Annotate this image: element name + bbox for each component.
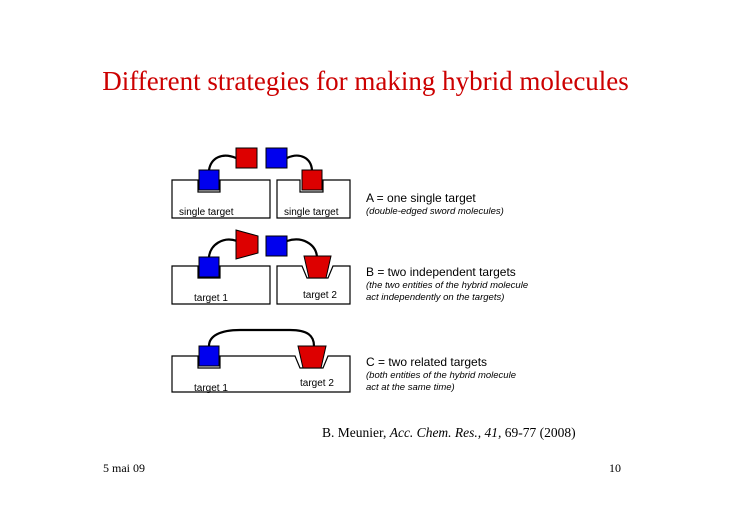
long-linker: [209, 330, 314, 346]
row-a-heading: A = one single target: [366, 191, 476, 205]
row-b-note-line2: act independently on the targets): [366, 292, 505, 303]
citation-pages-year: 69-77 (2008): [501, 425, 576, 440]
red-trapezoid-moiety-bound: [304, 256, 331, 278]
blue-moiety-free: [266, 148, 287, 168]
row-a-diagram: [172, 148, 350, 218]
row-c-caption: [366, 355, 516, 394]
citation: [322, 425, 576, 441]
row-b-diagram: [172, 230, 350, 304]
row-c-note-line2: act at the same time): [366, 382, 455, 393]
row-a-caption: [366, 191, 504, 218]
linker-left: [209, 240, 237, 257]
row-a-left-label: single target: [179, 207, 234, 218]
linker-right: [287, 239, 317, 257]
red-moiety-free: [236, 148, 257, 168]
row-b-right-label: target 2: [303, 290, 337, 301]
row-b-left-label: target 1: [194, 293, 228, 304]
red-trapezoid-moiety-bound: [298, 346, 326, 368]
linker-left: [209, 156, 236, 170]
row-c-left-label: target 1: [194, 383, 228, 394]
row-a-right-label: single target: [284, 207, 339, 218]
linker-right: [287, 156, 312, 170]
row-c-heading: C = two related targets: [366, 355, 488, 369]
blue-moiety-bound: [199, 346, 219, 366]
citation-author: B. Meunier,: [322, 425, 390, 440]
blue-moiety-bound: [199, 170, 219, 190]
red-trapezoid-moiety-free: [236, 230, 258, 259]
row-b-caption: [366, 265, 528, 304]
row-b-heading: B = two independent targets: [366, 265, 516, 279]
slide-title: Different strategies for making hybrid molecules: [102, 66, 629, 96]
row-c-note-line1: (both entities of the hybrid molecule: [366, 370, 516, 381]
row-a-note: (double-edged sword molecules): [366, 206, 504, 217]
red-moiety-bound: [302, 170, 322, 190]
row-c-diagram: [172, 330, 350, 394]
citation-journal: Acc. Chem. Res., 41,: [389, 425, 502, 440]
blue-moiety-free: [266, 236, 287, 256]
slide-date: 5 mai 09: [103, 461, 145, 475]
slide-page-number: 10: [609, 461, 621, 475]
blue-moiety-bound: [199, 257, 219, 277]
row-c-right-label: target 2: [300, 378, 334, 389]
row-b-note-line1: (the two entities of the hybrid molecule: [366, 280, 529, 291]
